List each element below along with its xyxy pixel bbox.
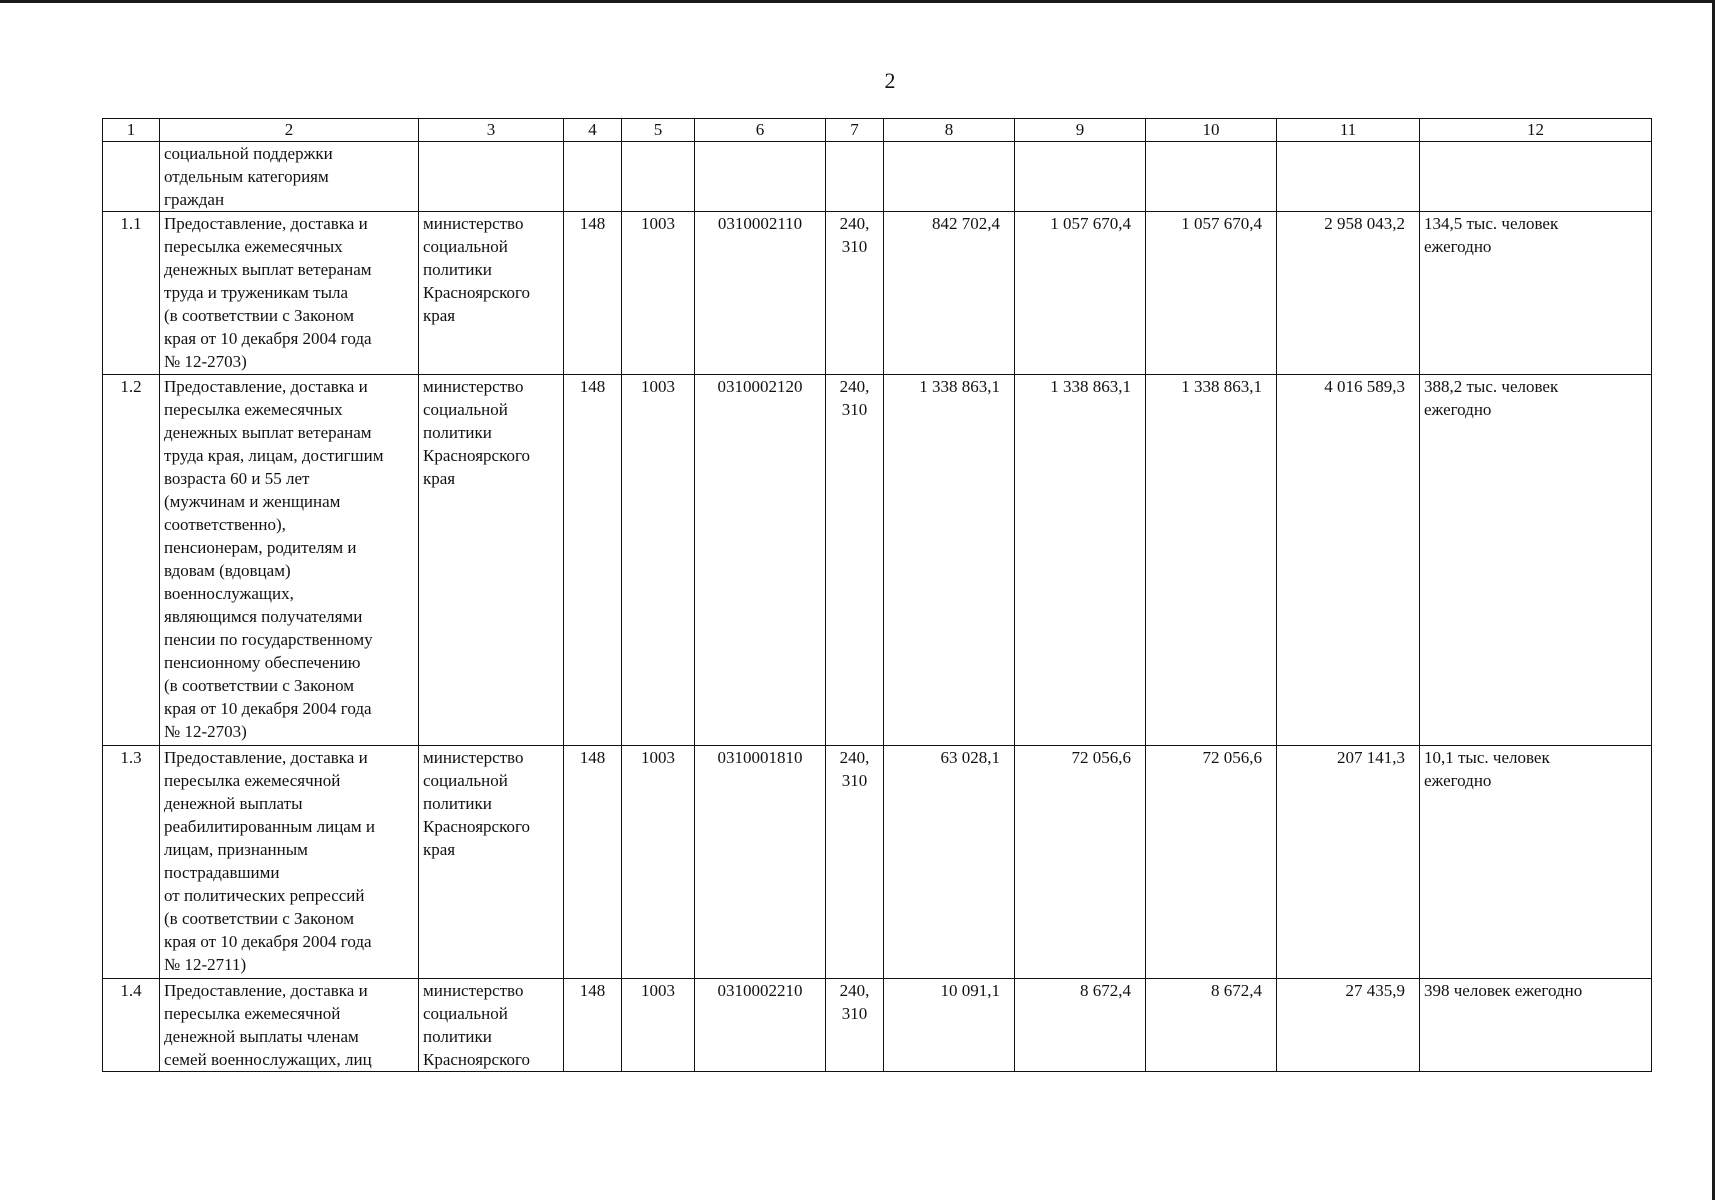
year1-cell: 63 028,1 [884, 746, 1015, 979]
result-cell: 388,2 тыс. человек ежегодно [1420, 375, 1652, 746]
csr-cell [695, 142, 826, 212]
column-header: 12 [1420, 119, 1652, 142]
csr-cell: 0310002110 [695, 212, 826, 375]
rzpr-cell: 1003 [622, 375, 695, 746]
csr-cell: 0310002210 [695, 979, 826, 1072]
agency-cell: министерство социальной политики Красноярского края [419, 746, 564, 979]
total-cell: 2 958 043,2 [1277, 212, 1420, 375]
year1-cell: 1 338 863,1 [884, 375, 1015, 746]
year2-cell: 1 338 863,1 [1015, 375, 1146, 746]
vr-cell: 240, 310 [826, 979, 884, 1072]
column-header: 3 [419, 119, 564, 142]
column-header: 1 [103, 119, 160, 142]
table-row [103, 212, 1652, 375]
total-cell [1277, 142, 1420, 212]
vr-cell: 240, 310 [826, 746, 884, 979]
rzpr-cell: 1003 [622, 212, 695, 375]
rzpr-cell [622, 142, 695, 212]
year2-cell: 8 672,4 [1015, 979, 1146, 1072]
csr-cell: 0310002120 [695, 375, 826, 746]
column-header: 11 [1277, 119, 1420, 142]
header-row [103, 119, 1652, 142]
table-row [103, 746, 1652, 979]
activity-name-cell: Предоставление, доставка и пересылка ежемесячных денежных выплат ветеранам труда края, лицам, достигшим возраста 60 и 55 лет (мужчинам и женщинам соответственно), пенсионерам, родителям и вдовам (вдовцам) военнослужащих, являющимся получателями пенсии по государственному пенсионному обеспечению (в соответствии с Законом края от 10 декабря 2004 года № 12-2703) [160, 375, 419, 746]
column-header: 4 [564, 119, 622, 142]
table-row [103, 375, 1652, 746]
row-number-cell: 1.1 [103, 212, 160, 375]
row-number-cell [103, 142, 160, 212]
table-row-continuation [103, 142, 1652, 212]
row-number-cell: 1.4 [103, 979, 160, 1072]
activity-name-cell: Предоставление, доставка и пересылка ежемесячной денежной выплаты реабилитированным лицам и лицам, признанным пострадавшими от политических репрессий (в соответствии с Законом края от 10 декабря 2004 года № 12-2711) [160, 746, 419, 979]
grbs-cell: 148 [564, 212, 622, 375]
program-activities-table [102, 118, 1652, 1072]
column-header: 7 [826, 119, 884, 142]
agency-cell [419, 142, 564, 212]
result-cell: 134,5 тыс. человек ежегодно [1420, 212, 1652, 375]
result-cell [1420, 142, 1652, 212]
total-cell: 207 141,3 [1277, 746, 1420, 979]
year3-cell [1146, 142, 1277, 212]
year3-cell: 1 338 863,1 [1146, 375, 1277, 746]
table-row [103, 979, 1652, 1072]
row-number-cell: 1.3 [103, 746, 160, 979]
year1-cell: 842 702,4 [884, 212, 1015, 375]
page-number: 2 [884, 68, 896, 93]
vr-cell: 240, 310 [826, 375, 884, 746]
scan-top-border [0, 0, 1715, 3]
csr-cell: 0310001810 [695, 746, 826, 979]
column-header: 10 [1146, 119, 1277, 142]
row-number-cell: 1.2 [103, 375, 160, 746]
agency-cell: министерство социальной политики Красноярского края [419, 212, 564, 375]
grbs-cell [564, 142, 622, 212]
column-header: 2 [160, 119, 419, 142]
activity-name-cell: Предоставление, доставка и пересылка ежемесячной денежной выплаты членам семей военнослужащих, лиц [160, 979, 419, 1072]
vr-cell: 240, 310 [826, 212, 884, 375]
column-header: 8 [884, 119, 1015, 142]
column-header: 6 [695, 119, 826, 142]
column-header: 9 [1015, 119, 1146, 142]
grbs-cell: 148 [564, 979, 622, 1072]
year2-cell [1015, 142, 1146, 212]
column-header: 5 [622, 119, 695, 142]
year3-cell: 8 672,4 [1146, 979, 1277, 1072]
rzpr-cell: 1003 [622, 746, 695, 979]
vr-cell [826, 142, 884, 212]
activity-name-cell: социальной поддержки отдельным категориям граждан [160, 142, 419, 212]
year3-cell: 72 056,6 [1146, 746, 1277, 979]
activity-name-cell: Предоставление, доставка и пересылка ежемесячных денежных выплат ветеранам труда и труженикам тыла (в соответствии с Законом края от 10 декабря 2004 года № 12-2703) [160, 212, 419, 375]
result-cell: 10,1 тыс. человек ежегодно [1420, 746, 1652, 979]
rzpr-cell: 1003 [622, 979, 695, 1072]
agency-cell: министерство социальной политики Красноярского края [419, 375, 564, 746]
result-cell: 398 человек ежегодно [1420, 979, 1652, 1072]
year1-cell: 10 091,1 [884, 979, 1015, 1072]
grbs-cell: 148 [564, 746, 622, 979]
year1-cell [884, 142, 1015, 212]
year3-cell: 1 057 670,4 [1146, 212, 1277, 375]
year2-cell: 72 056,6 [1015, 746, 1146, 979]
year2-cell: 1 057 670,4 [1015, 212, 1146, 375]
total-cell: 4 016 589,3 [1277, 375, 1420, 746]
grbs-cell: 148 [564, 375, 622, 746]
agency-cell: министерство социальной политики Красноярского [419, 979, 564, 1072]
total-cell: 27 435,9 [1277, 979, 1420, 1072]
